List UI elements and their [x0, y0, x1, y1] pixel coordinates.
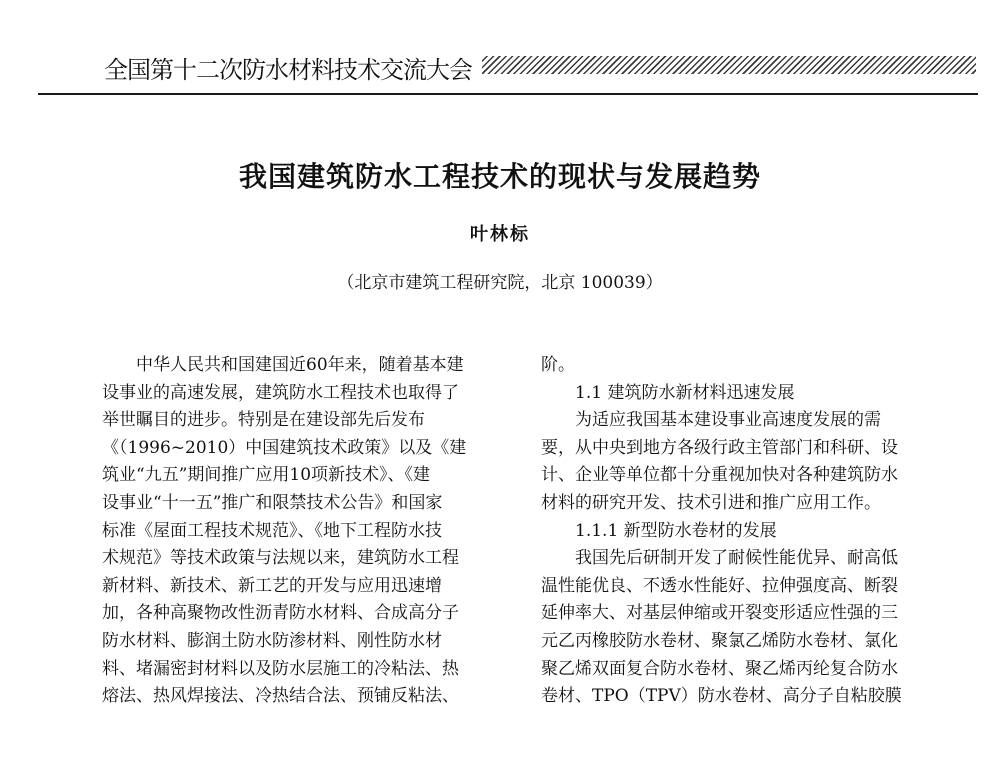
subsection-heading: 1.1.1 新型防水卷材的发展 [575, 520, 777, 541]
body-line: 《（1996~2010）中国建筑技术政策》以及《建 [102, 437, 467, 458]
body-column-left [102, 352, 490, 711]
body-line: 延伸率大、对基层伸缩或开裂变形适应性强的三 [541, 603, 898, 624]
body-line: 卷材、TPO（TPV）防水卷材、高分子自粘胶膜 [541, 686, 902, 707]
body-line: 熔法、热风焊接法、冷热结合法、预铺反粘法、 [102, 686, 459, 707]
body-line: 我国先后研制开发了耐候性能优异、耐高低 [575, 548, 898, 569]
body-line: 为适应我国基本建设事业高速度发展的需 [575, 410, 881, 431]
body-line: 设事业的高速发展，建筑防水工程技术也取得了 [102, 382, 459, 403]
body-line: 新材料、新技术、新工艺的开发与应用迅速增 [102, 575, 442, 596]
body-line: 举世瞩目的进步。特别是在建设部先后发布 [102, 410, 425, 431]
header-hatch-decoration [482, 56, 976, 74]
body-column-right [541, 352, 926, 711]
body-line: 元乙丙橡胶防水卷材、聚氯乙烯防水卷材、氯化 [541, 630, 898, 651]
body-line: 温性能优良、不透水性能好、拉伸强度高、断裂 [541, 575, 898, 596]
body-line: 中华人民共和国建国近60年来，随着基本建 [136, 355, 464, 375]
body-line: 计、企业等单位都十分重视加快对各种建筑防水 [541, 465, 898, 486]
header-rule [38, 93, 978, 95]
body-line: 料、堵漏密封材料以及防水层施工的冷粘法、热 [102, 658, 459, 679]
paper-title: 我国建筑防水工程技术的现状与发展趋势 [238, 160, 761, 193]
section-heading: 1.1 建筑防水新材料迅速发展 [575, 382, 795, 403]
body-line: 阶。 [541, 355, 575, 375]
body-line: 术规范》等技术政策与法规以来，建筑防水工程 [102, 548, 459, 569]
body-line: 加，各种高聚物改性沥青防水材料、合成高分子 [102, 603, 459, 624]
body-line: 材料的研究开发、技术引进和推广应用工作。 [541, 492, 881, 513]
body-line: 标准《屋面工程技术规范》、《地下工程防水技 [102, 520, 442, 541]
body-line: 防水材料、膨润土防水防渗材料、刚性防水材 [102, 630, 442, 651]
running-header [104, 50, 980, 86]
body-line: 设事业“十一五”推广和限禁技术公告》和国家 [102, 492, 443, 513]
paper-affiliation: （北京市建筑工程研究院，北京 100039） [337, 273, 663, 293]
body-line: 聚乙烯双面复合防水卷材、聚乙烯丙纶复合防水 [541, 658, 898, 679]
body-line: 筑业“九五”期间推广应用10项新技术》、《建 [102, 465, 431, 486]
paper-author: 叶林标 [470, 224, 530, 245]
conference-title: 全国第十二次防水材料技术交流大会 [104, 56, 472, 84]
body-line: 要，从中央到地方各级行政主管部门和科研、设 [541, 437, 898, 458]
